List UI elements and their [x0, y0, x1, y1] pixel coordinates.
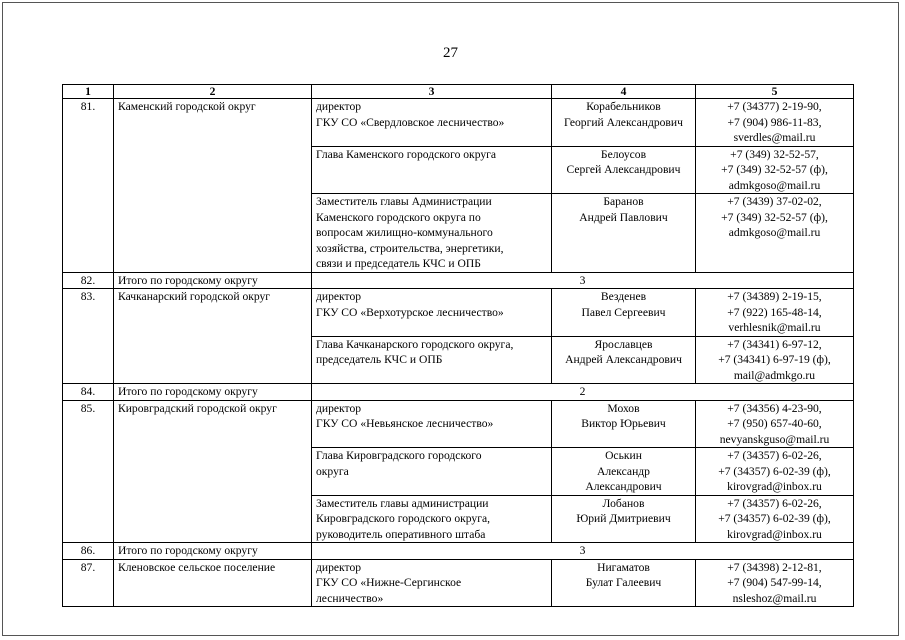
column-header: 4	[552, 85, 696, 99]
contact-line: +7 (34357) 6-02-39 (ф),	[718, 464, 831, 478]
contact-line: +7 (349) 32-52-57,	[730, 147, 819, 161]
total-label: Итого по городскому округу	[114, 543, 312, 560]
total-label: Итого по городскому округу	[114, 384, 312, 401]
contact-line: +7 (922) 165-48-14,	[727, 305, 822, 319]
contact-line: verhlesnik@mail.ru	[728, 321, 821, 334]
contact-line: +7 (34357) 6-02-39 (ф),	[718, 512, 831, 525]
contact-line: +7 (904) 547-99-14,	[727, 576, 822, 589]
row-number: 86.	[63, 543, 114, 560]
position-line: округа	[316, 464, 349, 478]
position-cell	[312, 559, 552, 607]
name-cell	[552, 400, 696, 448]
contact-line: +7 (34357) 6-02-26,	[727, 449, 822, 462]
contact-line: kirovgrad@inbox.ru	[727, 480, 822, 493]
name-cell	[552, 448, 696, 496]
name-line: Лобанов	[602, 496, 645, 510]
contacts-table	[62, 84, 854, 607]
position-line: ГКУ СО «Верхотурское лесничество»	[316, 305, 504, 319]
position-cell	[312, 400, 552, 448]
position-line: директор	[316, 401, 362, 415]
name-line: Ярославцев	[594, 337, 653, 351]
name-cell	[552, 99, 696, 147]
row-number: 82.	[63, 272, 114, 289]
column-header: 3	[312, 85, 552, 99]
position-line: ГКУ СО «Нижне-Сергинское	[316, 576, 462, 589]
area-name: Качканарский городской округ	[114, 289, 312, 384]
contact-line: kirovgrad@inbox.ru	[727, 527, 822, 541]
position-cell	[312, 495, 552, 543]
name-line: Виктор Юрьевич	[581, 417, 666, 430]
position-line: связи и председатель КЧС и ОПБ	[316, 257, 481, 270]
total-label: Итого по городскому округу	[114, 272, 312, 289]
contact-line: nevyanskguso@mail.ru	[719, 432, 830, 446]
row-number: 87.	[63, 559, 114, 607]
name-line: Андрей Александрович	[565, 353, 682, 366]
contact-line: +7 (950) 657-40-60,	[727, 417, 822, 430]
row-number: 85.	[63, 400, 114, 543]
contact-line: +7 (349) 32-52-57 (ф),	[721, 163, 828, 176]
contact-line: +7 (34357) 6-02-26,	[727, 496, 822, 510]
contacts-cell	[696, 194, 854, 273]
total-value: 3	[312, 272, 854, 289]
name-cell	[552, 559, 696, 607]
position-cell	[312, 289, 552, 337]
position-line: ГКУ СО «Невьянское лесничество»	[316, 417, 494, 430]
contact-line: +7 (34389) 2-19-15,	[727, 290, 822, 303]
position-line: Глава Качканарского городского округа,	[316, 337, 514, 351]
position-line: лесничество»	[316, 591, 384, 605]
position-line: Глава Каменского городского округа	[316, 147, 497, 161]
document-page	[2, 2, 899, 636]
area-name: Кленовское сельское поселение	[114, 559, 312, 607]
position-line: Заместитель главы Администрации	[316, 195, 492, 208]
page-number: 27	[443, 45, 458, 61]
position-cell	[312, 336, 552, 384]
total-row	[63, 272, 854, 289]
name-line: Юрий Дмитриевич	[576, 512, 671, 525]
table-row	[63, 99, 854, 147]
name-line: Везденев	[600, 290, 647, 303]
name-line: Баранов	[603, 195, 644, 208]
position-line: вопросам жилищно-коммунального	[316, 226, 493, 239]
position-line: председатель КЧС и ОПБ	[316, 353, 443, 366]
contact-line: +7 (904) 986-11-83,	[727, 115, 822, 129]
name-line: Мохов	[607, 401, 640, 415]
total-value: 2	[312, 384, 854, 401]
contact-line: +7 (34356) 4-23-90,	[727, 401, 822, 415]
contacts-cell	[696, 559, 854, 607]
contact-line: +7 (34377) 2-19-90,	[727, 100, 822, 113]
position-cell	[312, 448, 552, 496]
name-line: Андрей Павлович	[579, 210, 668, 224]
contact-line: +7 (34341) 6-97-19 (ф),	[718, 353, 831, 366]
total-value: 3	[312, 543, 854, 560]
name-cell	[552, 289, 696, 337]
area-name: Кировградский городской округ	[114, 400, 312, 543]
position-line: Каменского городского округа по	[316, 210, 481, 224]
table-header-row	[63, 85, 854, 99]
table-row	[63, 400, 854, 448]
name-line: Георгий Александрович	[564, 115, 683, 129]
name-line: Оськин	[605, 449, 642, 462]
contact-line: +7 (3439) 37-02-02,	[727, 195, 822, 208]
contacts-cell	[696, 99, 854, 147]
contacts-cell	[696, 146, 854, 194]
contact-line: +7 (349) 32-52-57 (ф),	[721, 210, 828, 224]
position-line: хозяйства, строительства, энергетики,	[316, 241, 504, 255]
contact-line: sverdles@mail.ru	[733, 131, 816, 144]
contact-line: nsleshoz@mail.ru	[732, 591, 817, 605]
contacts-cell	[696, 400, 854, 448]
row-number: 81.	[63, 99, 114, 273]
position-line: ГКУ СО «Свердловское лесничество»	[316, 115, 505, 129]
table-row	[63, 289, 854, 337]
position-line: Кировградского городского округа,	[316, 512, 490, 525]
name-cell	[552, 336, 696, 384]
row-number: 83.	[63, 289, 114, 384]
contact-line: admkgoso@mail.ru	[728, 178, 821, 192]
contacts-cell	[696, 289, 854, 337]
contact-line: admkgoso@mail.ru	[728, 226, 821, 239]
name-line: Александрович	[585, 480, 662, 493]
table-row	[63, 559, 854, 607]
position-line: директор	[316, 560, 362, 574]
contact-line: +7 (34341) 6-97-12,	[727, 337, 822, 351]
contact-line: mail@admkgo.ru	[733, 368, 816, 382]
column-header: 5	[696, 85, 854, 99]
position-line: руководитель оперативного штаба	[316, 527, 486, 541]
row-number: 84.	[63, 384, 114, 401]
contacts-cell	[696, 448, 854, 496]
name-line: Александр	[597, 464, 650, 478]
name-line: Белоусов	[600, 147, 647, 161]
column-header: 2	[114, 85, 312, 99]
position-line: Заместитель главы администрации	[316, 496, 489, 510]
position-line: директор	[316, 100, 362, 113]
name-cell	[552, 146, 696, 194]
name-cell	[552, 194, 696, 273]
contact-line: +7 (34398) 2-12-81,	[727, 560, 822, 574]
contacts-cell	[696, 336, 854, 384]
position-line: директор	[316, 290, 362, 303]
name-line: Булат Галеевич	[585, 576, 662, 589]
contacts-cell	[696, 495, 854, 543]
name-line: Корабельников	[586, 100, 661, 113]
name-cell	[552, 495, 696, 543]
name-line: Сергей Александрович	[566, 163, 681, 176]
column-header: 1	[63, 85, 114, 99]
position-cell	[312, 99, 552, 147]
position-line: Глава Кировградского городского	[316, 449, 482, 462]
position-cell	[312, 146, 552, 194]
area-name: Каменский городской округ	[114, 99, 312, 273]
name-line: Нигаматов	[597, 560, 650, 574]
position-cell	[312, 194, 552, 273]
name-line: Павел Сергеевич	[581, 305, 666, 319]
total-row	[63, 384, 854, 401]
total-row	[63, 543, 854, 560]
